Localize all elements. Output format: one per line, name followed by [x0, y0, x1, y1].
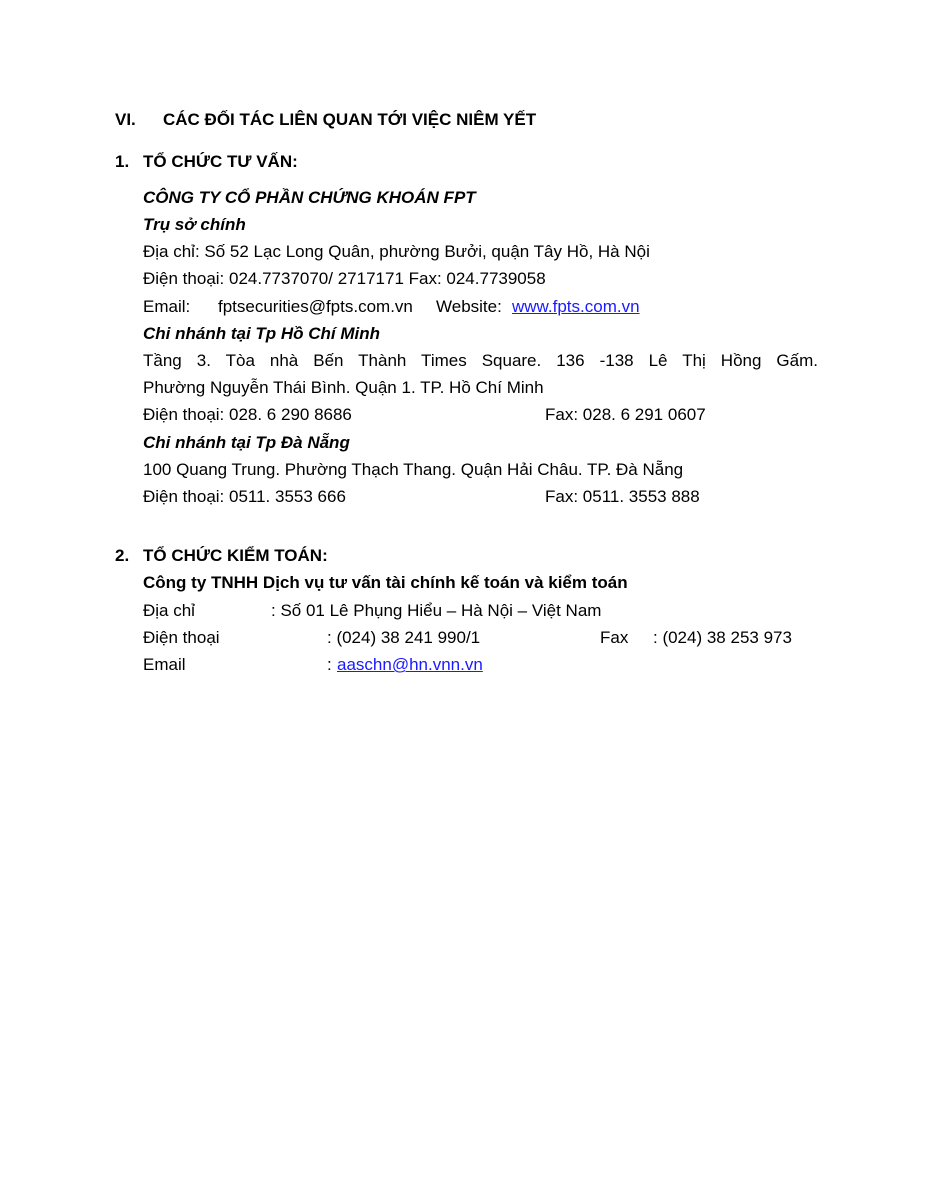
- dn-fax: Fax: 0511. 3553 888: [545, 487, 700, 506]
- hcm-branch-label: Chi nhánh tại Tp Hồ Chí Minh: [143, 324, 381, 343]
- auditor-address-value: : Số 01 Lê Phụng Hiểu – Hà Nội – Việt Nam: [271, 601, 602, 620]
- advisor-company-name: CÔNG TY CỔ PHẦN CHỨNG KHOÁN FPT: [143, 188, 476, 207]
- advisor-heading: TỔ CHỨC TƯ VẤN:: [143, 152, 298, 171]
- auditor-heading: TỔ CHỨC KIỂM TOÁN:: [143, 546, 328, 565]
- auditor-company-name: Công ty TNHH Dịch vụ tư vấn tài chính kế toán và kiểm toán: [143, 573, 628, 592]
- head-office-address: Địa chỉ: Số 52 Lạc Long Quân, phường Bưởi, quận Tây Hồ, Hà Nội: [143, 242, 650, 261]
- section-number: VI.: [115, 110, 136, 129]
- auditor-heading-number: 2.: [115, 546, 130, 565]
- advisor-heading-number: 1.: [115, 152, 130, 171]
- auditor-phone-value: : (024) 38 241 990/1: [327, 628, 481, 647]
- head-office-label: Trụ sở chính: [143, 215, 246, 234]
- auditor-email-link[interactable]: aaschn@hn.vnn.vn: [337, 655, 483, 674]
- hcm-fax: Fax: 028. 6 291 0607: [545, 405, 706, 424]
- auditor-fax-label: Fax: [600, 628, 629, 647]
- auditor-phone-label: Điện thoại: [143, 628, 220, 647]
- dn-address: 100 Quang Trung. Phường Thạch Thang. Quận Hải Châu. TP. Đà Nẵng: [143, 460, 684, 479]
- section-title: CÁC ĐỐI TÁC LIÊN QUAN TỚI VIỆC NIÊM YẾT: [163, 110, 537, 129]
- auditor-fax-value: : (024) 38 253 973: [653, 628, 792, 647]
- hcm-address-line1: Tầng 3. Tòa nhà Bến Thành Times Square. 136 -138 Lê Thị Hồng Gấm.: [143, 351, 818, 370]
- auditor-address-label: Địa chỉ: [143, 601, 195, 620]
- auditor-email-colon: :: [327, 655, 332, 674]
- website-label: Website:: [436, 297, 502, 316]
- website-link[interactable]: www.fpts.com.vn: [512, 297, 640, 316]
- hcm-phone: Điện thoại: 028. 6 290 8686: [143, 405, 352, 424]
- auditor-email-label: Email: [143, 655, 186, 674]
- dn-phone: Điện thoại: 0511. 3553 666: [143, 487, 346, 506]
- advisor-email: fptsecurities@fpts.com.vn: [218, 297, 413, 316]
- dn-branch-label: Chi nhánh tại Tp Đà Nẵng: [143, 433, 350, 452]
- head-office-phone-fax: Điện thoại: 024.7737070/ 2717171 Fax: 024.7739058: [143, 269, 546, 288]
- hcm-address-line2: Phường Nguyễn Thái Bình. Quận 1. TP. Hồ Chí Minh: [143, 378, 544, 397]
- email-label: Email:: [143, 297, 191, 316]
